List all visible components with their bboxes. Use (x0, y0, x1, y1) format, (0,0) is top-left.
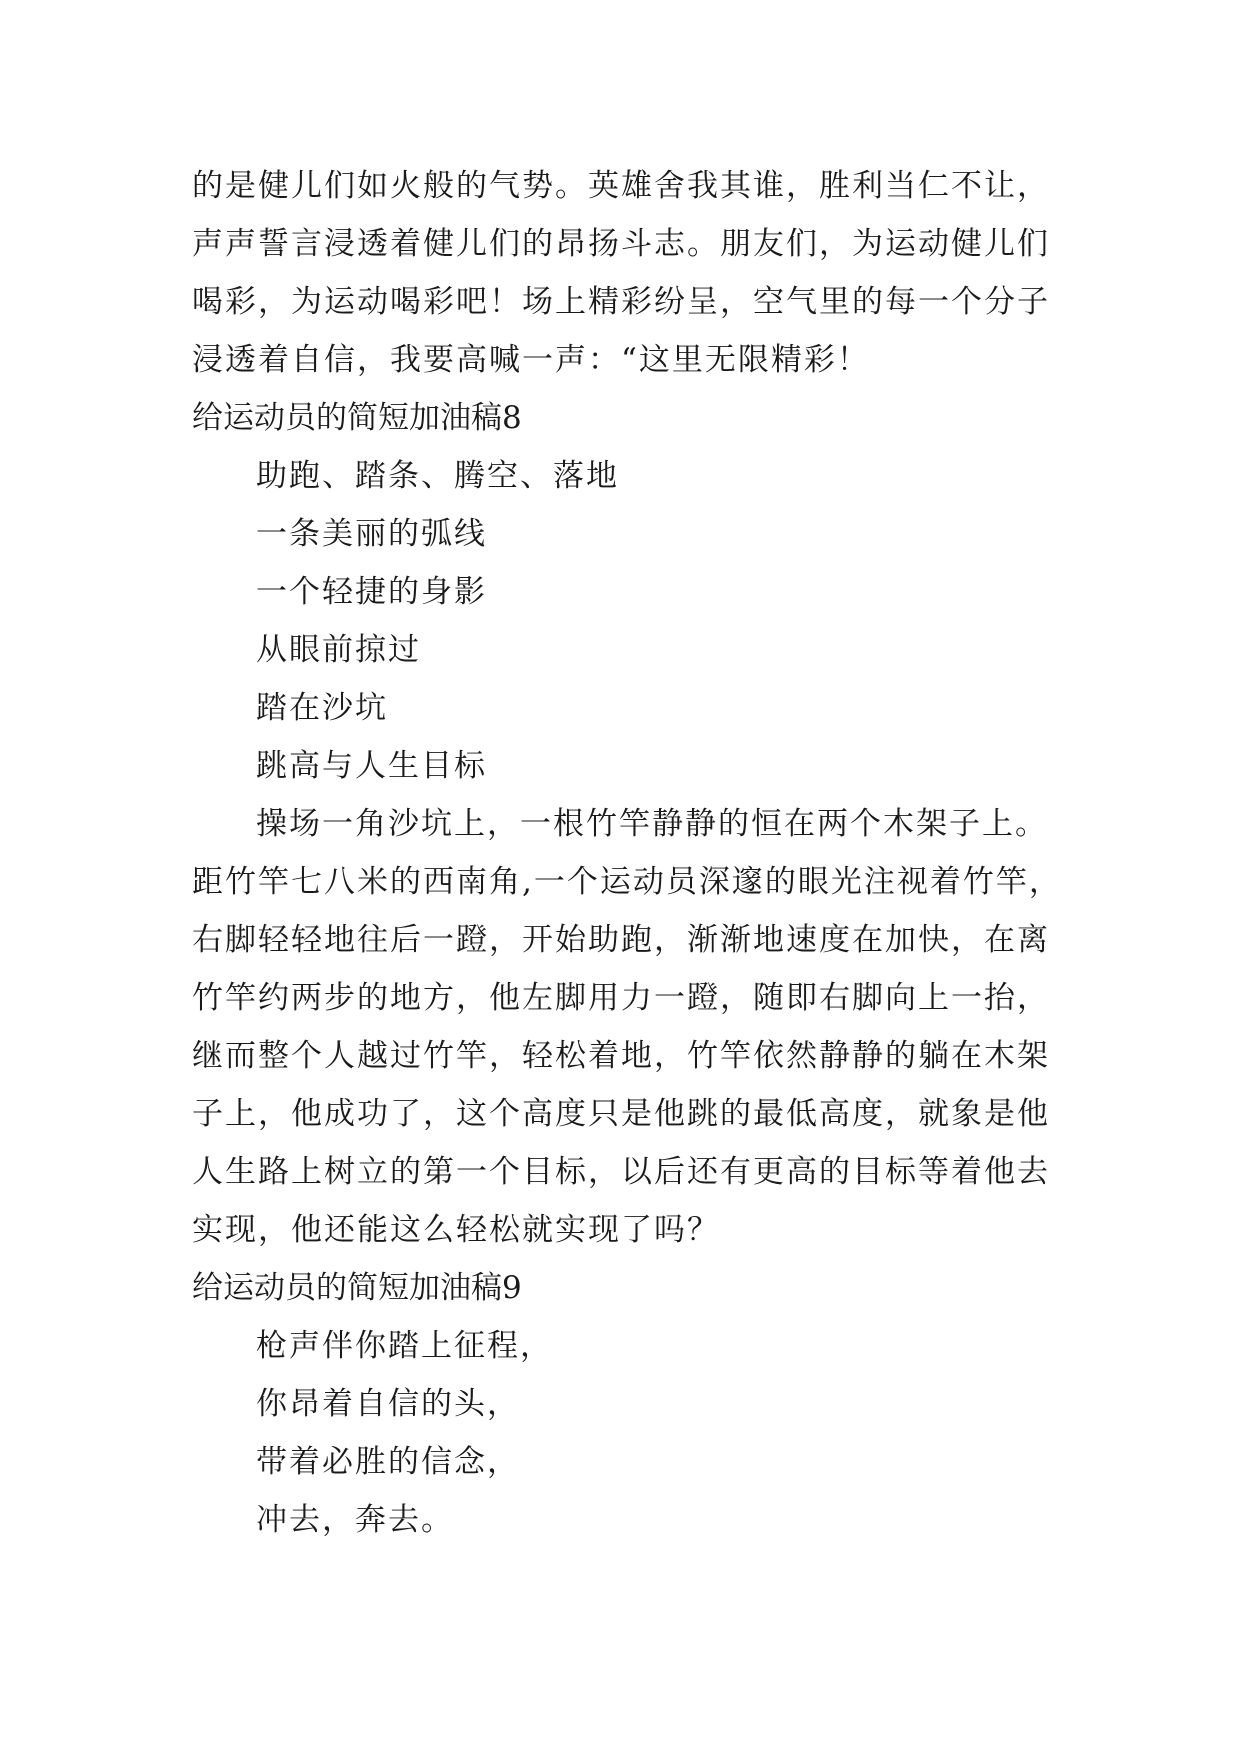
text-line: 声声誓言浸透着健儿们的昂扬斗志。朋友们，为运动健儿们 (192, 226, 1050, 262)
section-heading: 给运动员的简短加油稿8 (192, 400, 522, 436)
text-line: 继而整个人越过竹竿，轻松着地，竹竿依然静静的躺在木架 (192, 1038, 1050, 1074)
poem-line: 踏在沙坑 (256, 690, 388, 726)
text-line: 实现，他还能这么轻松就实现了吗？ (192, 1212, 720, 1248)
text-line: 竹竿约两步的地方，他左脚用力一蹬，随即右脚向上一抬， (192, 980, 1050, 1016)
poem-line: 枪声伴你踏上征程， (256, 1328, 553, 1364)
poem-line: 你昂着自信的头， (256, 1386, 520, 1422)
text-line: 右脚轻轻地往后一蹬，开始助跑，渐渐地速度在加快，在离 (192, 922, 1050, 958)
poem-line: 跳高与人生目标 (256, 748, 487, 784)
text-line: 子上，他成功了，这个高度只是他跳的最低高度，就象是他 (192, 1096, 1050, 1132)
text-line: 的是健儿们如火般的气势。英雄舍我其谁，胜利当仁不让， (192, 168, 1050, 204)
poem-line: 助跑、踏条、腾空、落地 (256, 458, 619, 494)
poem-line: 一条美丽的弧线 (256, 516, 487, 552)
poem-line: 一个轻捷的身影 (256, 574, 487, 610)
document-body (192, 157, 1072, 1549)
text-line: 操场一角沙坑上，一根竹竿静静的恒在两个木架子上。 (256, 806, 1048, 842)
body-paragraph (192, 795, 1072, 1259)
poem-line: 从眼前掠过 (256, 632, 421, 668)
section-8 (192, 389, 1072, 1259)
text-line: 人生路上树立的第一个目标，以后还有更高的目标等着他去 (192, 1154, 1050, 1190)
poem (192, 1317, 1072, 1549)
intro-paragraph (192, 157, 1072, 389)
poem-line: 冲去，奔去。 (256, 1502, 454, 1538)
poem-line: 带着必胜的信念， (256, 1444, 520, 1480)
section-heading: 给运动员的简短加油稿9 (192, 1270, 522, 1306)
poem (192, 447, 1072, 795)
section-9 (192, 1259, 1072, 1549)
text-line: 喝彩，为运动喝彩吧！场上精彩纷呈，空气里的每一个分子 (192, 284, 1050, 320)
text-line: 浸透着自信，我要高喊一声：“这里无限精彩！ (192, 342, 870, 378)
text-line: 距竹竿七八米的西南角,一个运动员深邃的眼光注视着竹竿， (192, 864, 1062, 900)
